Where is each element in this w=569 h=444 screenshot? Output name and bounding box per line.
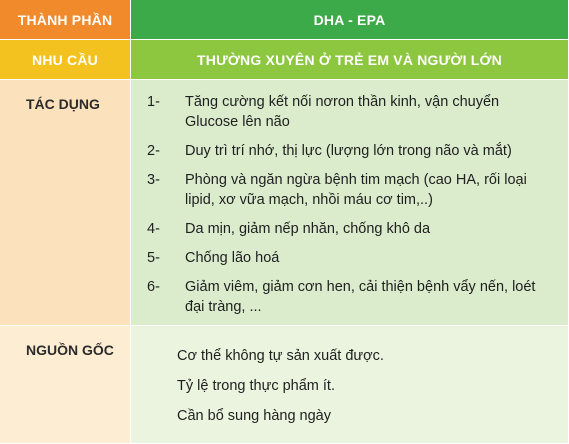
effect-item	[147, 92, 552, 132]
effect-item	[147, 170, 552, 210]
effect-text: Da mịn, giảm nếp nhăn, chống khô da	[185, 221, 431, 237]
effect-number: 5-	[147, 250, 160, 266]
header-component-value: DHA - EPA	[131, 0, 569, 40]
origin-label: NGUỒN GỐC	[0, 326, 131, 444]
header-component-label: THÀNH PHẦN	[0, 0, 131, 40]
effect-text: Phòng và ngăn ngừa bệnh tim mạch (cao HA, rối loại lipid, xơ vữa mạch, nhồi máu cơ tim,..)	[185, 172, 527, 208]
effect-number: 6-	[147, 279, 160, 295]
effect-text: Chống lão hoá	[185, 250, 280, 266]
effect-number: 3-	[147, 172, 160, 188]
effect-item	[147, 141, 552, 161]
effect-text: Tăng cường kết nối nơron thần kinh, vận chuyển Glucose lên não	[185, 94, 500, 130]
effect-number: 2-	[147, 143, 160, 159]
need-value: THƯỜNG XUYÊN Ở TRẺ EM VÀ NGƯỜI LỚN	[131, 40, 569, 80]
effect-number: 1-	[147, 94, 160, 110]
origin-line: Tỷ lệ trong thực phẩm ít.	[177, 378, 335, 394]
effect-item	[147, 219, 552, 239]
effect-text: Duy trì trí nhớ, thị lực (lượng lớn trong não và mắt)	[185, 143, 512, 159]
origin-line: Cơ thể không tự sản xuất được.	[177, 348, 384, 364]
effect-number: 4-	[147, 221, 160, 237]
effect-item	[147, 248, 552, 268]
need-label: NHU CẦU	[0, 40, 131, 80]
effects-label: TÁC DỤNG	[0, 80, 131, 326]
effects-list	[131, 80, 569, 326]
origin-list	[131, 326, 569, 444]
effect-text: Giảm viêm, giảm cơn hen, cải thiện bệnh vẩy nến, loét đại tràng, ...	[185, 279, 536, 315]
origin-line: Cần bổ sung hàng ngày	[177, 408, 331, 424]
effect-item	[147, 277, 552, 317]
